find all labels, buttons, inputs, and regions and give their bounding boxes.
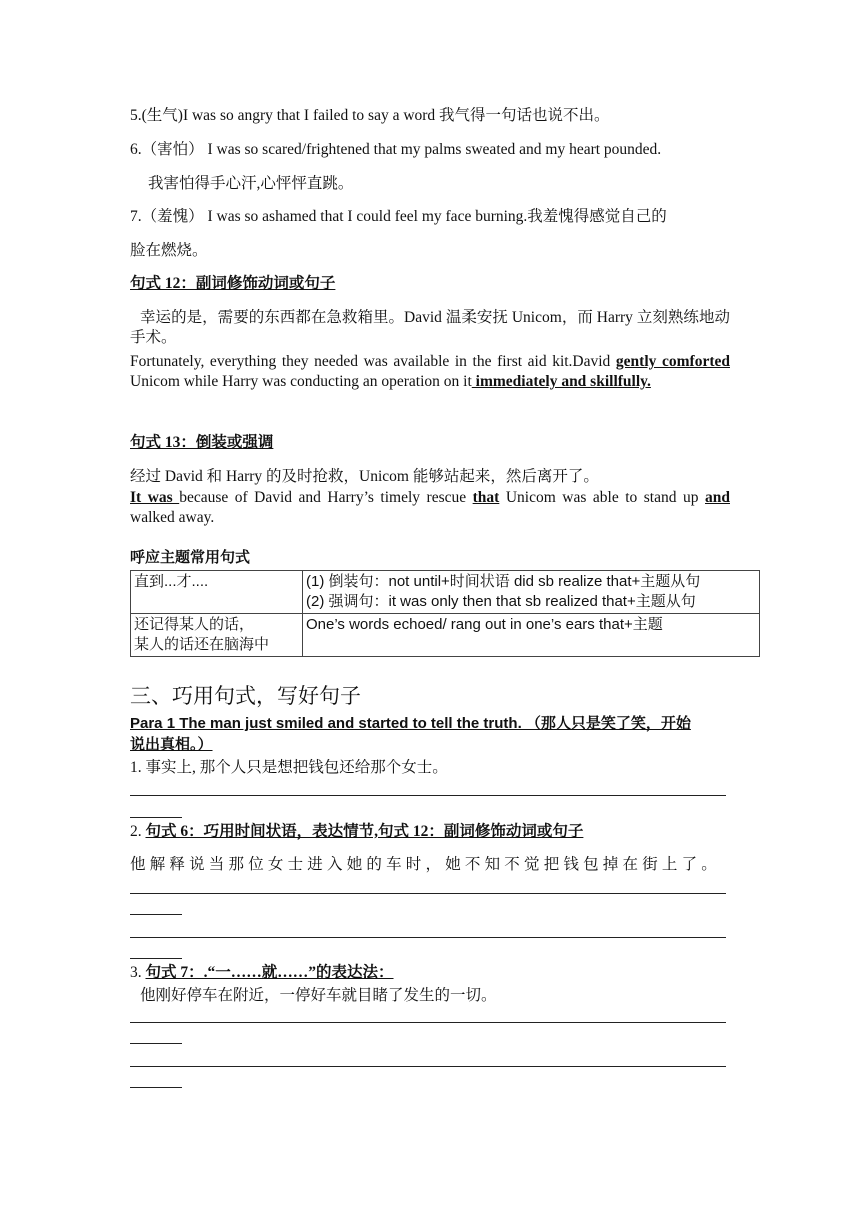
cell-text: One’s words echoed/ rang out in one’s ears that+主题 (306, 616, 663, 633)
pattern-13-english-part2: Unicom was able to stand up (499, 489, 705, 506)
example-7-english: 7.（羞愧） I was so ashamed that I could feel my face burning.我羞愧得感觉自己的 (130, 208, 667, 225)
pattern-12-english (130, 352, 730, 392)
answer-line[interactable] (130, 1066, 726, 1067)
pattern-12-english-part2: Unicom while Harry was conducting an operation on it (130, 373, 472, 390)
para-1-heading: Para 1 The man just smiled and started to tell the truth. （那人只是笑了笑，开始 (130, 715, 691, 732)
cell-text: 直到...才.... (134, 573, 209, 590)
question-3 (130, 963, 394, 983)
table-cell (303, 571, 760, 614)
pattern-13-english-part1: because of David and Harry’s timely rescue (179, 489, 473, 506)
table-cell (131, 614, 303, 657)
pattern-13-english-part3: walked away. (130, 509, 215, 526)
answer-line[interactable] (130, 958, 182, 959)
pattern-12-english-bold2: immediately and skillfully. (471, 373, 651, 390)
answer-line[interactable] (130, 795, 726, 796)
example-5: 5.(生气)I was so angry that I failed to say a word 我气得一句话也说不出。 (130, 107, 610, 124)
cell-text: 某人的话还在脑海中 (134, 636, 270, 653)
question-2-number: 2. (130, 823, 146, 840)
table-row (131, 614, 760, 657)
pattern-13-heading: 句式 13：倒装或强调 (130, 434, 274, 451)
table-row (131, 571, 760, 614)
question-3-heading: 句式 7：.“一……就……”的表达法： (145, 964, 394, 981)
pattern-12-heading: 句式 12：副词修饰动词或句子 (130, 275, 336, 292)
example-6-chinese: 我害怕得手心汗,心怦怦直跳。 (148, 175, 354, 192)
cell-text: 还记得某人的话， (134, 616, 255, 633)
example-6-english: 6.（害怕） I was so scared/frightened that my palms sweated and my heart pounded. (130, 141, 662, 158)
question-3-text: 他刚好停车在附近，一停好车就目睹了发生的一切。 (140, 987, 497, 1004)
answer-line[interactable] (130, 1022, 726, 1023)
pattern-13-chinese: 经过 David 和 Harry 的及时抢救，Unicom 能够站起来，然后离开了。 (130, 468, 599, 485)
cell-text: (1) 倒装句：not until+时间状语 did sb realize that+主题从句 (306, 573, 701, 590)
pattern-12-chinese: 幸运的是，需要的东西都在急救箱里。David 温柔安抚 Unicom，而 Harry 立刻熟练地动手术。 (130, 309, 730, 346)
question-2-heading: 句式 6：巧用时间状语，表达情节,句式 12：副词修饰动词或句子 (145, 823, 584, 840)
answer-line[interactable] (130, 1087, 182, 1088)
cell-text: (2) 强调句：it was only then that sb realized that+主题从句 (306, 593, 696, 610)
answer-line[interactable] (130, 893, 726, 894)
table-cell (303, 614, 760, 657)
question-2-text: 他解释说当那位女士进入她的车时，她不知不觉把钱包掉在街上了。 (130, 856, 722, 873)
answer-line[interactable] (130, 1043, 182, 1044)
para-1-heading-cont: 说出真相。） (130, 736, 213, 753)
theme-sentence-table (130, 570, 760, 657)
table-cell (131, 571, 303, 614)
pattern-12-english-bold1: gently comforted (615, 353, 730, 370)
answer-line[interactable] (130, 817, 182, 818)
answer-line[interactable] (130, 914, 182, 915)
pattern-13-english (130, 488, 730, 528)
pattern-13-english-bold1: It was (130, 489, 180, 506)
pattern-13-english-bold3: and (705, 489, 730, 506)
question-2 (130, 822, 583, 842)
pattern-13-english-bold2: that (472, 489, 500, 506)
section-3-title: 三、巧用句式，写好句子 (130, 685, 361, 708)
pattern-12-english-part1: Fortunately, everything they needed was available in the first aid kit.David (130, 353, 616, 370)
example-7-chinese: 脸在燃烧。 (130, 242, 208, 259)
question-3-number: 3. (130, 964, 146, 981)
question-1: 1. 事实上, 那个人只是想把钱包还给那个女士。 (130, 759, 448, 776)
theme-table-title: 呼应主题常用句式 (130, 549, 251, 566)
answer-line[interactable] (130, 937, 726, 938)
